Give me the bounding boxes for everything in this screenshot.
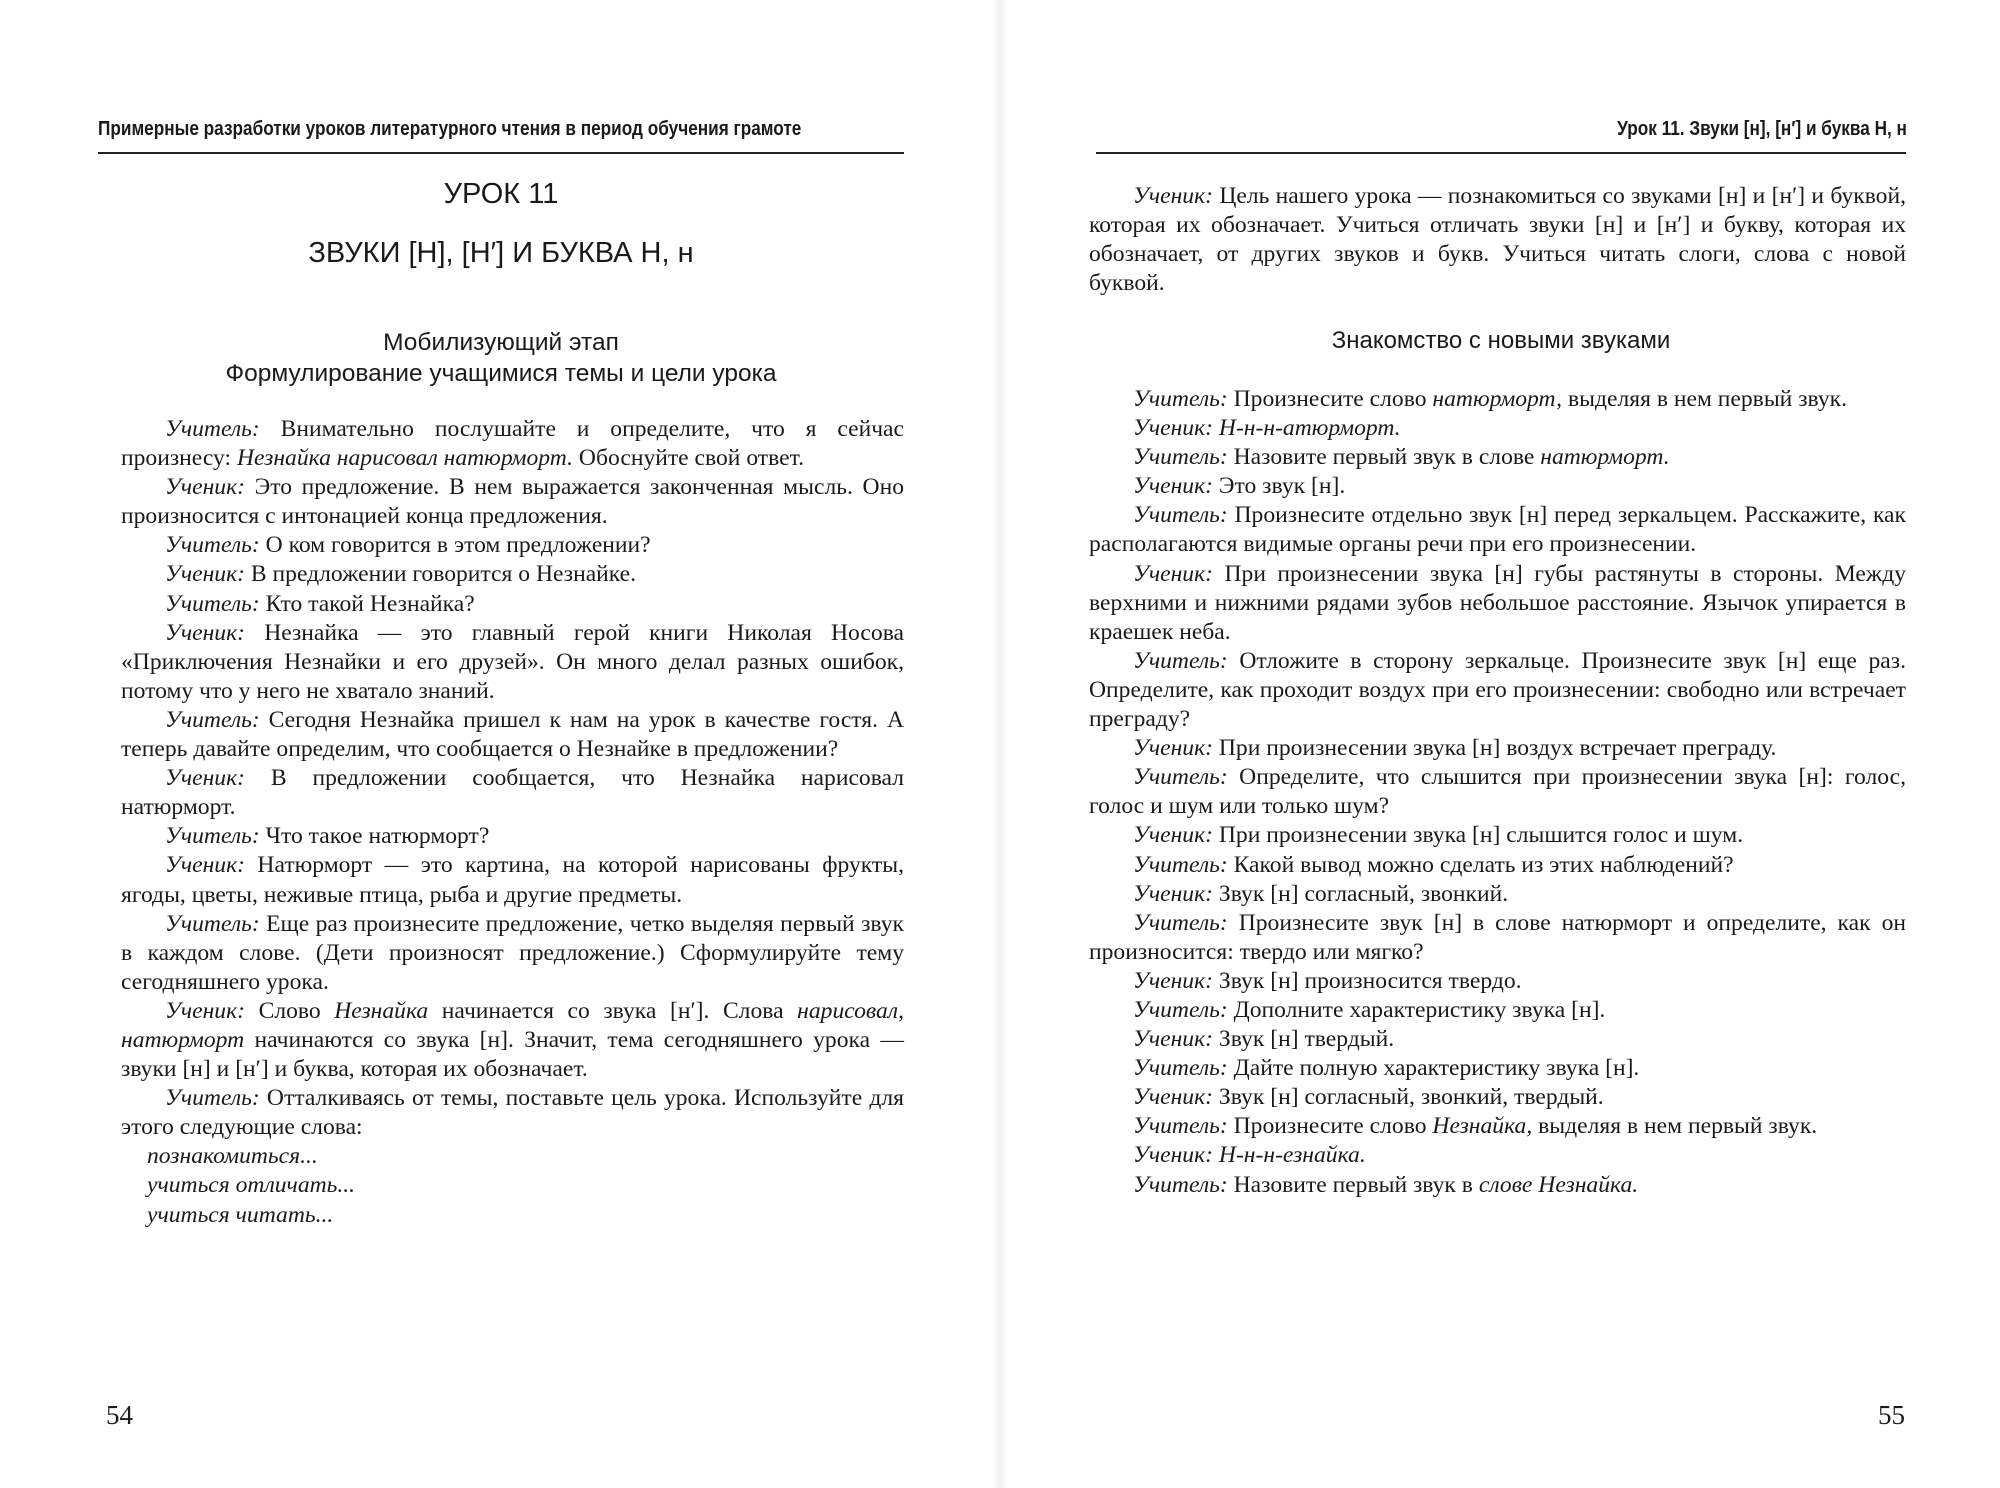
line-text: Произнесите слово <box>1227 1113 1433 1140</box>
dialogue-line <box>1089 909 1906 967</box>
speaker-label: Ученик: <box>1133 735 1213 762</box>
line-text: О ком говорится в этом предложении? <box>259 532 651 559</box>
running-head: Урок 11. Звуки [н], [н′] и буква Н, н <box>1617 118 1907 140</box>
line-text: При произнесении звука [н] губы растянуты в стороны. Между верхними и нижними рядами зубов небольшое расстояние. Язычок упирается в краешек неба. <box>1089 560 1906 645</box>
dialogue-line <box>1089 1141 1906 1170</box>
line-text: Произнесите отдельно звук [н] перед зеркальцем. Расскажите, как располагаются видимые органы речи при его произнесении. <box>1089 502 1906 558</box>
speaker-label: Учитель: <box>1133 851 1228 878</box>
running-head: Примерные разработки уроков литературного чтения в период обучения грамоте <box>98 118 802 140</box>
speaker-label: Ученик: <box>1133 560 1213 587</box>
speaker-label: Ученик: <box>1133 967 1213 994</box>
italic-text: Н-н-н-езнайка. <box>1218 1142 1366 1169</box>
line-text: Определите, что слышится при произнесении звука [н]: голос, голос и шум или только шум? <box>1089 764 1906 820</box>
speaker-label: Учитель: <box>1133 647 1228 674</box>
dialogue-line <box>1089 1025 1906 1054</box>
speaker-label: Учитель: <box>165 590 260 617</box>
speaker-label: Ученик: <box>1133 1084 1213 1111</box>
line-text: Незнайка — это главный герой книги Николая Носова «Приключения Незнайки и его друзей». Он много делал разных ошибок, потому что у него не хватало знаний. <box>121 619 904 704</box>
dialogue-line <box>121 531 904 560</box>
line-text: Звук [н] твердый. <box>1213 1026 1395 1053</box>
speaker-label: Учитель: <box>1133 909 1228 936</box>
line-text: выделяя в нем первый звук. <box>1532 1113 1818 1140</box>
dialogue-line <box>1089 851 1906 880</box>
dialogue-line <box>1089 560 1906 647</box>
speaker-label: Учитель: <box>1133 1055 1228 1082</box>
line-text: Внимательно послушайте и определите, что я сейчас произнесу: <box>121 416 904 472</box>
line-text: При произнесении звука [н] воздух встречает преграду. <box>1213 735 1777 762</box>
line-text: В предложении говорится о Незнайке. <box>245 561 637 588</box>
line-text: При произнесении звука [н] слышится голос и шум. <box>1213 822 1744 849</box>
section-heading: Знакомство с новыми звуками <box>1331 327 1671 354</box>
prompt-word-text: учиться читать... <box>147 1201 334 1228</box>
speaker-label: Ученик: <box>1133 1026 1213 1053</box>
page-number: 55 <box>1878 1400 1905 1430</box>
dialogue-line <box>121 764 904 822</box>
dialogue-line <box>1089 414 1906 443</box>
italic-text: слове Незнайка. <box>1478 1171 1639 1198</box>
line-text: начинаются со звука [н]. Значит, тема сегодняшнего урока — звуки [н] и [н′] и буква, которая их обозначает. <box>121 1026 904 1083</box>
line-text: В предложении сообщается, что Незнайка нарисовал натюрморт. <box>121 765 904 821</box>
speaker-label: Ученик: <box>165 561 245 588</box>
dialogue-line <box>121 415 904 473</box>
speaker-label: Ученик: <box>165 619 245 646</box>
dialogue-line <box>1089 1054 1906 1083</box>
dialogue-line <box>1089 996 1906 1025</box>
dialogue-line <box>1089 1083 1906 1112</box>
speaker-label: Учитель: <box>1133 764 1228 791</box>
intro-paragraph <box>1089 182 1906 298</box>
line-text: Дайте полную характеристику звука [н]. <box>1227 1055 1640 1082</box>
dialogue-line <box>1089 647 1906 734</box>
italic-text: Незнайка <box>334 997 429 1024</box>
dialogue-body <box>1089 385 1906 1200</box>
dialogue-line <box>1089 763 1906 821</box>
italic-text: Н-н-н-атюрморт. <box>1218 415 1401 442</box>
speaker-label: Учитель: <box>165 823 260 850</box>
line-text: Звук [н] согласный, звонкий. <box>1213 880 1509 907</box>
prompt-word-text: познакомиться... <box>147 1143 318 1170</box>
line-text: выделяя в нем первый звук. <box>1562 386 1848 412</box>
dialogue-line <box>1089 443 1906 472</box>
dialogue-line <box>1089 734 1906 763</box>
speaker-label: Учитель: <box>165 706 260 733</box>
speaker-label: Ученик: <box>165 474 245 501</box>
prompt-word <box>121 1142 904 1171</box>
dialogue-line <box>1089 1112 1906 1141</box>
speaker-label: Учитель: <box>165 416 260 442</box>
speaker-label: Учитель: <box>1133 1171 1228 1198</box>
line-text: Сегодня Незнайка пришел к нам на урок в качестве гостя. А теперь давайте определим, что сообщается о Незнайке в предложении? <box>121 706 904 763</box>
header-rule <box>1096 152 1906 154</box>
dialogue-body <box>121 415 904 1230</box>
dialogue-line <box>121 1084 904 1142</box>
line-text: Цель нашего урока — познакомиться со звуками [н] и [н′] и буквой, которая их обозначает. Учиться отличать звуки [н] и [н′] и букву, которая их обозначает, от других звуков и букв. Учиться читать слоги, слова с новой буквой. <box>1089 183 1906 297</box>
line-text: Какой вывод можно сделать из этих наблюдений? <box>1227 851 1734 878</box>
page-number: 54 <box>106 1400 133 1430</box>
italic-text: натюрморт, <box>1432 386 1563 412</box>
right-page <box>1000 0 2000 1488</box>
speaker-label: Учитель: <box>1133 502 1228 529</box>
stage-heading <box>98 327 904 389</box>
line-text: Это предложение. В нем выражается законченная мысль. Оно произносится с интонацией конца предложения. <box>121 474 904 530</box>
line-text: Произнесите звук [н] в слове натюрморт и определите, как он произносится: твердо или мягко? <box>1089 909 1906 965</box>
line-text: Что такое натюрморт? <box>259 823 490 850</box>
dialogue-line <box>121 473 904 531</box>
speaker-label: Ученик: <box>1133 1142 1213 1169</box>
line-text: Дополните характеристику звука [н]. <box>1227 996 1606 1023</box>
header-rule <box>98 152 904 154</box>
line-text: Назовите первый звук в <box>1227 1171 1479 1198</box>
line-text: Звук [н] произносится твердо. <box>1213 967 1522 994</box>
speaker-label: Ученик: <box>165 997 245 1024</box>
dialogue-line <box>121 910 904 997</box>
dialogue-line <box>1089 501 1906 559</box>
speaker-label: Ученик: <box>1133 880 1213 907</box>
dialogue-line <box>121 822 904 851</box>
dialogue-line <box>121 706 904 764</box>
italic-text: Незнайка, <box>1432 1113 1533 1140</box>
dialogue-line <box>1089 967 1906 996</box>
dialogue-line <box>1089 182 1906 298</box>
line-text: Назовите первый звук в слове <box>1227 444 1541 471</box>
speaker-label: Ученик: <box>1133 473 1213 500</box>
lesson-title: ЗВУКИ [Н], [Н′] И БУКВА Н, н <box>308 237 694 269</box>
dialogue-line <box>1089 880 1906 909</box>
line-text: Произнесите слово <box>1227 386 1433 412</box>
line-text: Кто такой Незнайка? <box>259 590 475 617</box>
italic-text: натюрморт. <box>1540 444 1670 471</box>
line-text: Обоснуйте свой ответ. <box>573 445 805 472</box>
speaker-label: Ученик: <box>1133 822 1213 849</box>
italic-text: нарисовал, натюрморт <box>121 997 904 1053</box>
dialogue-line <box>1089 385 1906 414</box>
line-text: Отталкиваясь от темы, поставьте цель урока. Используйте для этого следующие слова: <box>121 1085 904 1141</box>
dialogue-line <box>121 590 904 619</box>
dialogue-line <box>1089 472 1906 501</box>
speaker-label: Ученик: <box>1133 415 1213 442</box>
speaker-label: Учитель: <box>1133 386 1228 412</box>
speaker-label: Учитель: <box>165 910 260 937</box>
speaker-label: Ученик: <box>165 765 245 792</box>
lesson-number: УРОК 11 <box>443 178 559 210</box>
dialogue-line <box>121 619 904 706</box>
italic-text: Незнайка нарисовал натюрморт. <box>236 445 574 472</box>
dialogue-line <box>121 560 904 589</box>
speaker-label: Учитель: <box>1133 996 1228 1023</box>
line-text: Еще раз произнесите предложение, четко выделяя первый звук в каждом слове. (Дети произносят предложение.) Сформулируйте тему сегодняшнего урока. <box>121 910 904 995</box>
line-text: Звук [н] согласный, звонкий, твердый. <box>1213 1084 1604 1111</box>
prompt-word <box>121 1171 904 1200</box>
line-text: Слово <box>245 997 335 1024</box>
stage-title: Мобилизующий этап <box>383 329 619 356</box>
dialogue-line <box>1089 1171 1906 1200</box>
speaker-label: Учитель: <box>165 532 260 559</box>
line-text: Это звук [н]. <box>1213 473 1346 500</box>
dialogue-line <box>121 997 904 1084</box>
speaker-label: Ученик: <box>1133 183 1213 209</box>
prompt-word-text: учиться отличать... <box>147 1172 356 1199</box>
dialogue-line <box>1089 821 1906 850</box>
speaker-label: Ученик: <box>165 852 245 879</box>
prompt-word <box>121 1201 904 1230</box>
speaker-label: Учитель: <box>1133 1113 1228 1140</box>
speaker-label: Учитель: <box>165 1085 260 1112</box>
line-text: Отложите в сторону зеркальце. Произнесите звук [н] еще раз. Определите, как проходит воздух при его произнесении: свободно или встречает преграду? <box>1089 647 1906 733</box>
line-text: начинается со звука [н′]. Слова <box>428 997 798 1024</box>
dialogue-line <box>121 851 904 909</box>
speaker-label: Учитель: <box>1133 444 1228 471</box>
line-text: Натюрморт — это картина, на которой нарисованы фрукты, ягоды, цветы, неживые птица, рыба и другие предметы. <box>121 852 904 908</box>
stage-subtitle: Формулирование учащимися темы и цели урока <box>225 360 777 387</box>
